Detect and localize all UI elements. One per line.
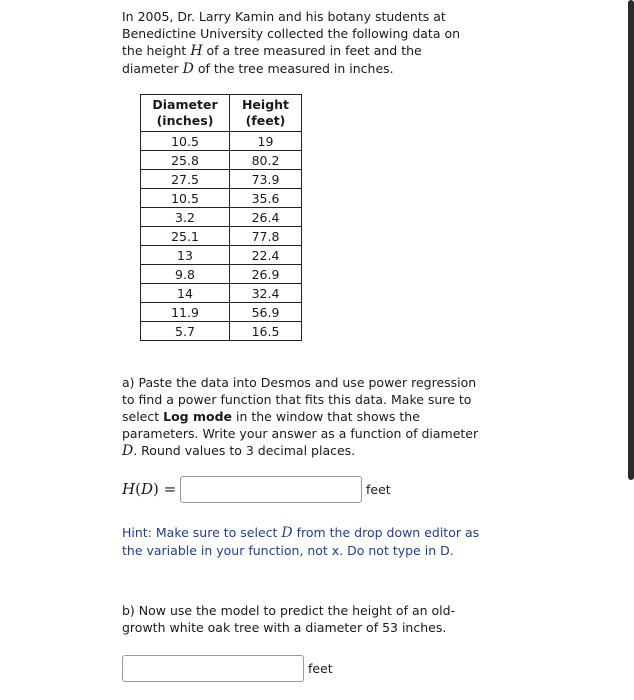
cell-height: 80.2 (230, 151, 302, 170)
cell-diameter: 11.9 (141, 303, 230, 322)
answer-row-a (122, 474, 391, 504)
table-row (141, 170, 302, 189)
height-function-input[interactable] (180, 476, 362, 503)
table-row (141, 208, 302, 227)
var-d: D (182, 61, 194, 77)
cell-height: 73.9 (230, 170, 302, 189)
intro-text-2: of a tree measured in feet and the diameter (122, 43, 422, 76)
table-row (141, 284, 302, 303)
scrollbar[interactable] (628, 0, 634, 480)
table-row (141, 303, 302, 322)
predicted-height-input[interactable] (122, 655, 304, 682)
unit-label-a: feet (366, 481, 391, 497)
header-height: Height (feet) (230, 95, 302, 132)
cell-diameter: 5.7 (141, 322, 230, 341)
cell-height: 26.4 (230, 208, 302, 227)
function-label: H(D) = (122, 480, 177, 498)
table-row (141, 322, 302, 341)
cell-diameter: 9.8 (141, 265, 230, 284)
table-row (141, 132, 302, 151)
table-row (141, 151, 302, 170)
intro-text-1: In 2005, Dr. Larry Kamin and his botany students at Benedictine University collected the following data on the height (122, 9, 461, 58)
cell-diameter: 10.5 (141, 189, 230, 208)
hint-text: Hint: Make sure to select D from the drop down editor as the variable in your function, not x. Do not type in D. (122, 525, 480, 558)
cell-diameter: 25.8 (141, 151, 230, 170)
problem-intro (122, 8, 482, 78)
table-row (141, 189, 302, 208)
cell-diameter: 27.5 (141, 170, 230, 189)
cell-height: 16.5 (230, 322, 302, 341)
var-d: D (281, 525, 293, 541)
cell-diameter: 14 (141, 284, 230, 303)
part-b-prompt: b) Now use the model to predict the height of an old-growth white oak tree with a diameter of 53 inches. (122, 603, 456, 635)
cell-height: 32.4 (230, 284, 302, 303)
cell-diameter: 3.2 (141, 208, 230, 227)
cell-height: 77.8 (230, 227, 302, 246)
answer-row-b (122, 653, 333, 683)
cell-height: 56.9 (230, 303, 302, 322)
cell-height: 26.9 (230, 265, 302, 284)
intro-text-3: of the tree measured in inches. (193, 61, 394, 76)
log-mode-emphasis: Log mode (163, 409, 233, 424)
unit-label-b: feet (308, 660, 333, 676)
cell-diameter: 25.1 (141, 227, 230, 246)
cell-diameter: 10.5 (141, 132, 230, 151)
cell-diameter: 13 (141, 246, 230, 265)
var-h: H (190, 43, 203, 59)
cell-height: 22.4 (230, 246, 302, 265)
var-d: D (122, 443, 134, 459)
table-row (141, 265, 302, 284)
cell-height: 19 (230, 132, 302, 151)
header-diameter: Diameter (inches) (141, 95, 230, 132)
data-table (140, 94, 302, 341)
table-header-row (141, 95, 302, 132)
table-row (141, 246, 302, 265)
cell-height: 35.6 (230, 189, 302, 208)
table-row (141, 227, 302, 246)
part-a-prompt: a) Paste the data into Desmos and use power regression to find a power function that fits this data. Make sure to select Log mode in the window that shows the parameters. Write your answer as a function of diameter D. Round values to 3 decimal places. (122, 375, 479, 459)
